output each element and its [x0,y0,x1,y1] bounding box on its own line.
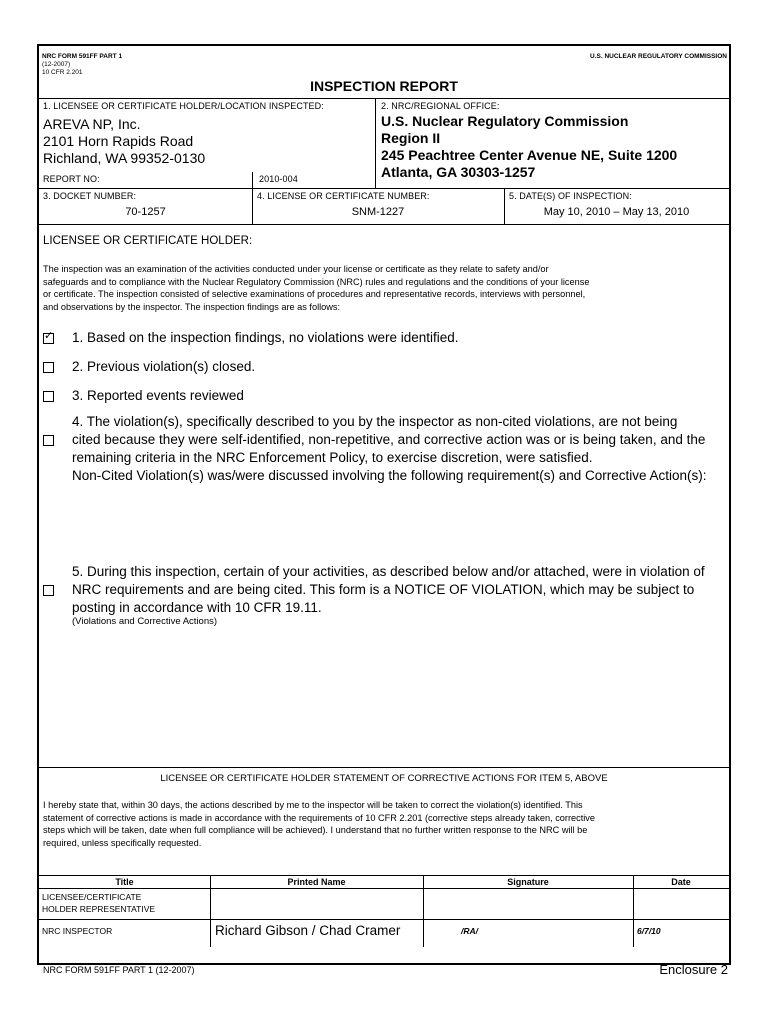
col-header-title: Title [115,877,134,887]
licensee-rep-title-1: LICENSEE/CERTIFICATE [42,892,142,902]
body-heading: LICENSEE OR CERTIFICATE HOLDER: [43,235,253,247]
inspector-date: 6/7/10 [637,926,661,936]
regional-office-label: 2. NRC/REGIONAL OFFICE: [381,101,500,111]
item-1-checkbox[interactable] [43,330,54,344]
item-3-text: 3. Reported events reviewed [72,388,244,403]
intro-line-4: and observations by the inspector. The inspection findings are as follows: [43,301,341,312]
item-1-text: 1. Based on the inspection findings, no violations were identified. [72,330,459,345]
license-label: 4. LICENSE OR CERTIFICATE NUMBER: [257,191,430,201]
form-revision: (12-2007) [42,61,71,68]
statement-line-1: I hereby state that, within 30 days, the actions described by me to the inspector will be taken to correct the violation(s) identified. This [43,800,583,810]
regional-office-line-4: Atlanta, GA 30303-1257 [381,164,536,180]
item-4-subtext: Non-Cited Violation(s) was/were discussed involving the following requirement(s) and Corrective Action(s): [72,468,707,483]
item-2-text: 2. Previous violation(s) closed. [72,359,256,374]
item-5-line-1: 5. During this inspection, certain of your activities, as described below and/or attached, were in violation of [72,564,705,579]
licensee-rep-title-2: HOLDER REPRESENTATIVE [42,904,156,914]
item-4-line-1: 4. The violation(s), specifically described to you by the inspector as non-cited violations, are not being [72,414,678,429]
intro-line-1: The inspection was an examination of the activities conducted under your license or certificate as they relate to safety and/or [43,264,549,274]
statement-line-3: steps which will be taken, date when full compliance will be achieved). I understand that no further written response to the NRC will be [43,825,588,835]
item-3-checkbox[interactable] [43,391,54,402]
checkmark-icon: ✓ [44,330,54,342]
license-number: SNM-1227 [351,206,405,218]
report-no-value: 2010-004 [259,174,298,184]
intro-line-3: or certificate. The inspection consisted of selective examinations of procedures and representative records, interviews with personnel, [43,289,586,299]
item-4-line-2: cited because they were self-identified, non-repetitive, and corrective action was or is being taken, and the [72,432,706,447]
agency-name: U.S. NUCLEAR REGULATORY COMMISSION [590,53,727,60]
regional-office-line-1: U.S. Nuclear Regulatory Commission [381,113,629,129]
inspection-form [37,44,731,965]
form-id: NRC FORM 591FF PART 1 [42,53,123,60]
inspector-title: NRC INSPECTOR [42,926,113,936]
cfr-reference: 10 CFR 2.201 [42,69,83,76]
item-5-subtext: (Violations and Corrective Actions) [72,616,218,627]
licensee-address-1: 2101 Horn Rapids Road [43,133,194,149]
intro-line-2: safeguards and to compliance with the Nuclear Regulatory Commission (NRC) rules and regulations and the conditions of your license [43,276,590,287]
inspection-dates: May 10, 2010 – May 13, 2010 [543,206,690,218]
regional-office-line-2: Region II [381,130,441,146]
inspector-signature: /RA/ [461,926,478,936]
footer-form-id: NRC FORM 591FF PART 1 (12-2007) [43,965,195,975]
docket-number: 70-1257 [125,206,166,218]
page-title: INSPECTION REPORT [310,78,458,94]
inspector-name: Richard Gibson / Chad Cramer [215,923,401,938]
item-4-line-3: remaining criteria in the NRC Enforcement Policy, to exercise discretion, were satisfied. [72,450,593,465]
col-header-signature: Signature [507,877,549,887]
col-header-date: Date [671,877,691,887]
item-5-checkbox[interactable] [43,585,54,596]
enclosure-label: Enclosure 2 [659,962,728,977]
statement-line-4: required, unless specifically requested. [43,837,202,848]
item-2-checkbox[interactable] [43,362,54,373]
statement-line-2: statement of corrective actions is made in accordance with the requirements of 10 CFR 2.201 (corrective steps already taken, corrective [43,812,596,823]
report-no-label: REPORT NO: [43,174,100,184]
item-5-line-3: posting in accordance with 10 CFR 19.11. [72,600,322,615]
inspection-dates-label: 5. DATE(S) OF INSPECTION: [509,191,632,201]
licensee-label: 1. LICENSEE OR CERTIFICATE HOLDER/LOCATION INSPECTED: [43,101,324,111]
item-4-checkbox[interactable] [43,435,54,446]
regional-office-line-3: 245 Peachtree Center Avenue NE, Suite 1200 [381,147,678,163]
col-header-printed-name: Printed Name [287,877,346,887]
licensee-name: AREVA NP, Inc. [43,116,141,132]
docket-label: 3. DOCKET NUMBER: [43,191,137,201]
licensee-address-2: Richland, WA 99352-0130 [43,150,206,166]
item-5-line-2: NRC requirements and are being cited. This form is a NOTICE OF VIOLATION, which may be subject to [72,582,695,597]
statement-heading: LICENSEE OR CERTIFICATE HOLDER STATEMENT OF CORRECTIVE ACTIONS FOR ITEM 5, ABOVE [160,773,608,784]
